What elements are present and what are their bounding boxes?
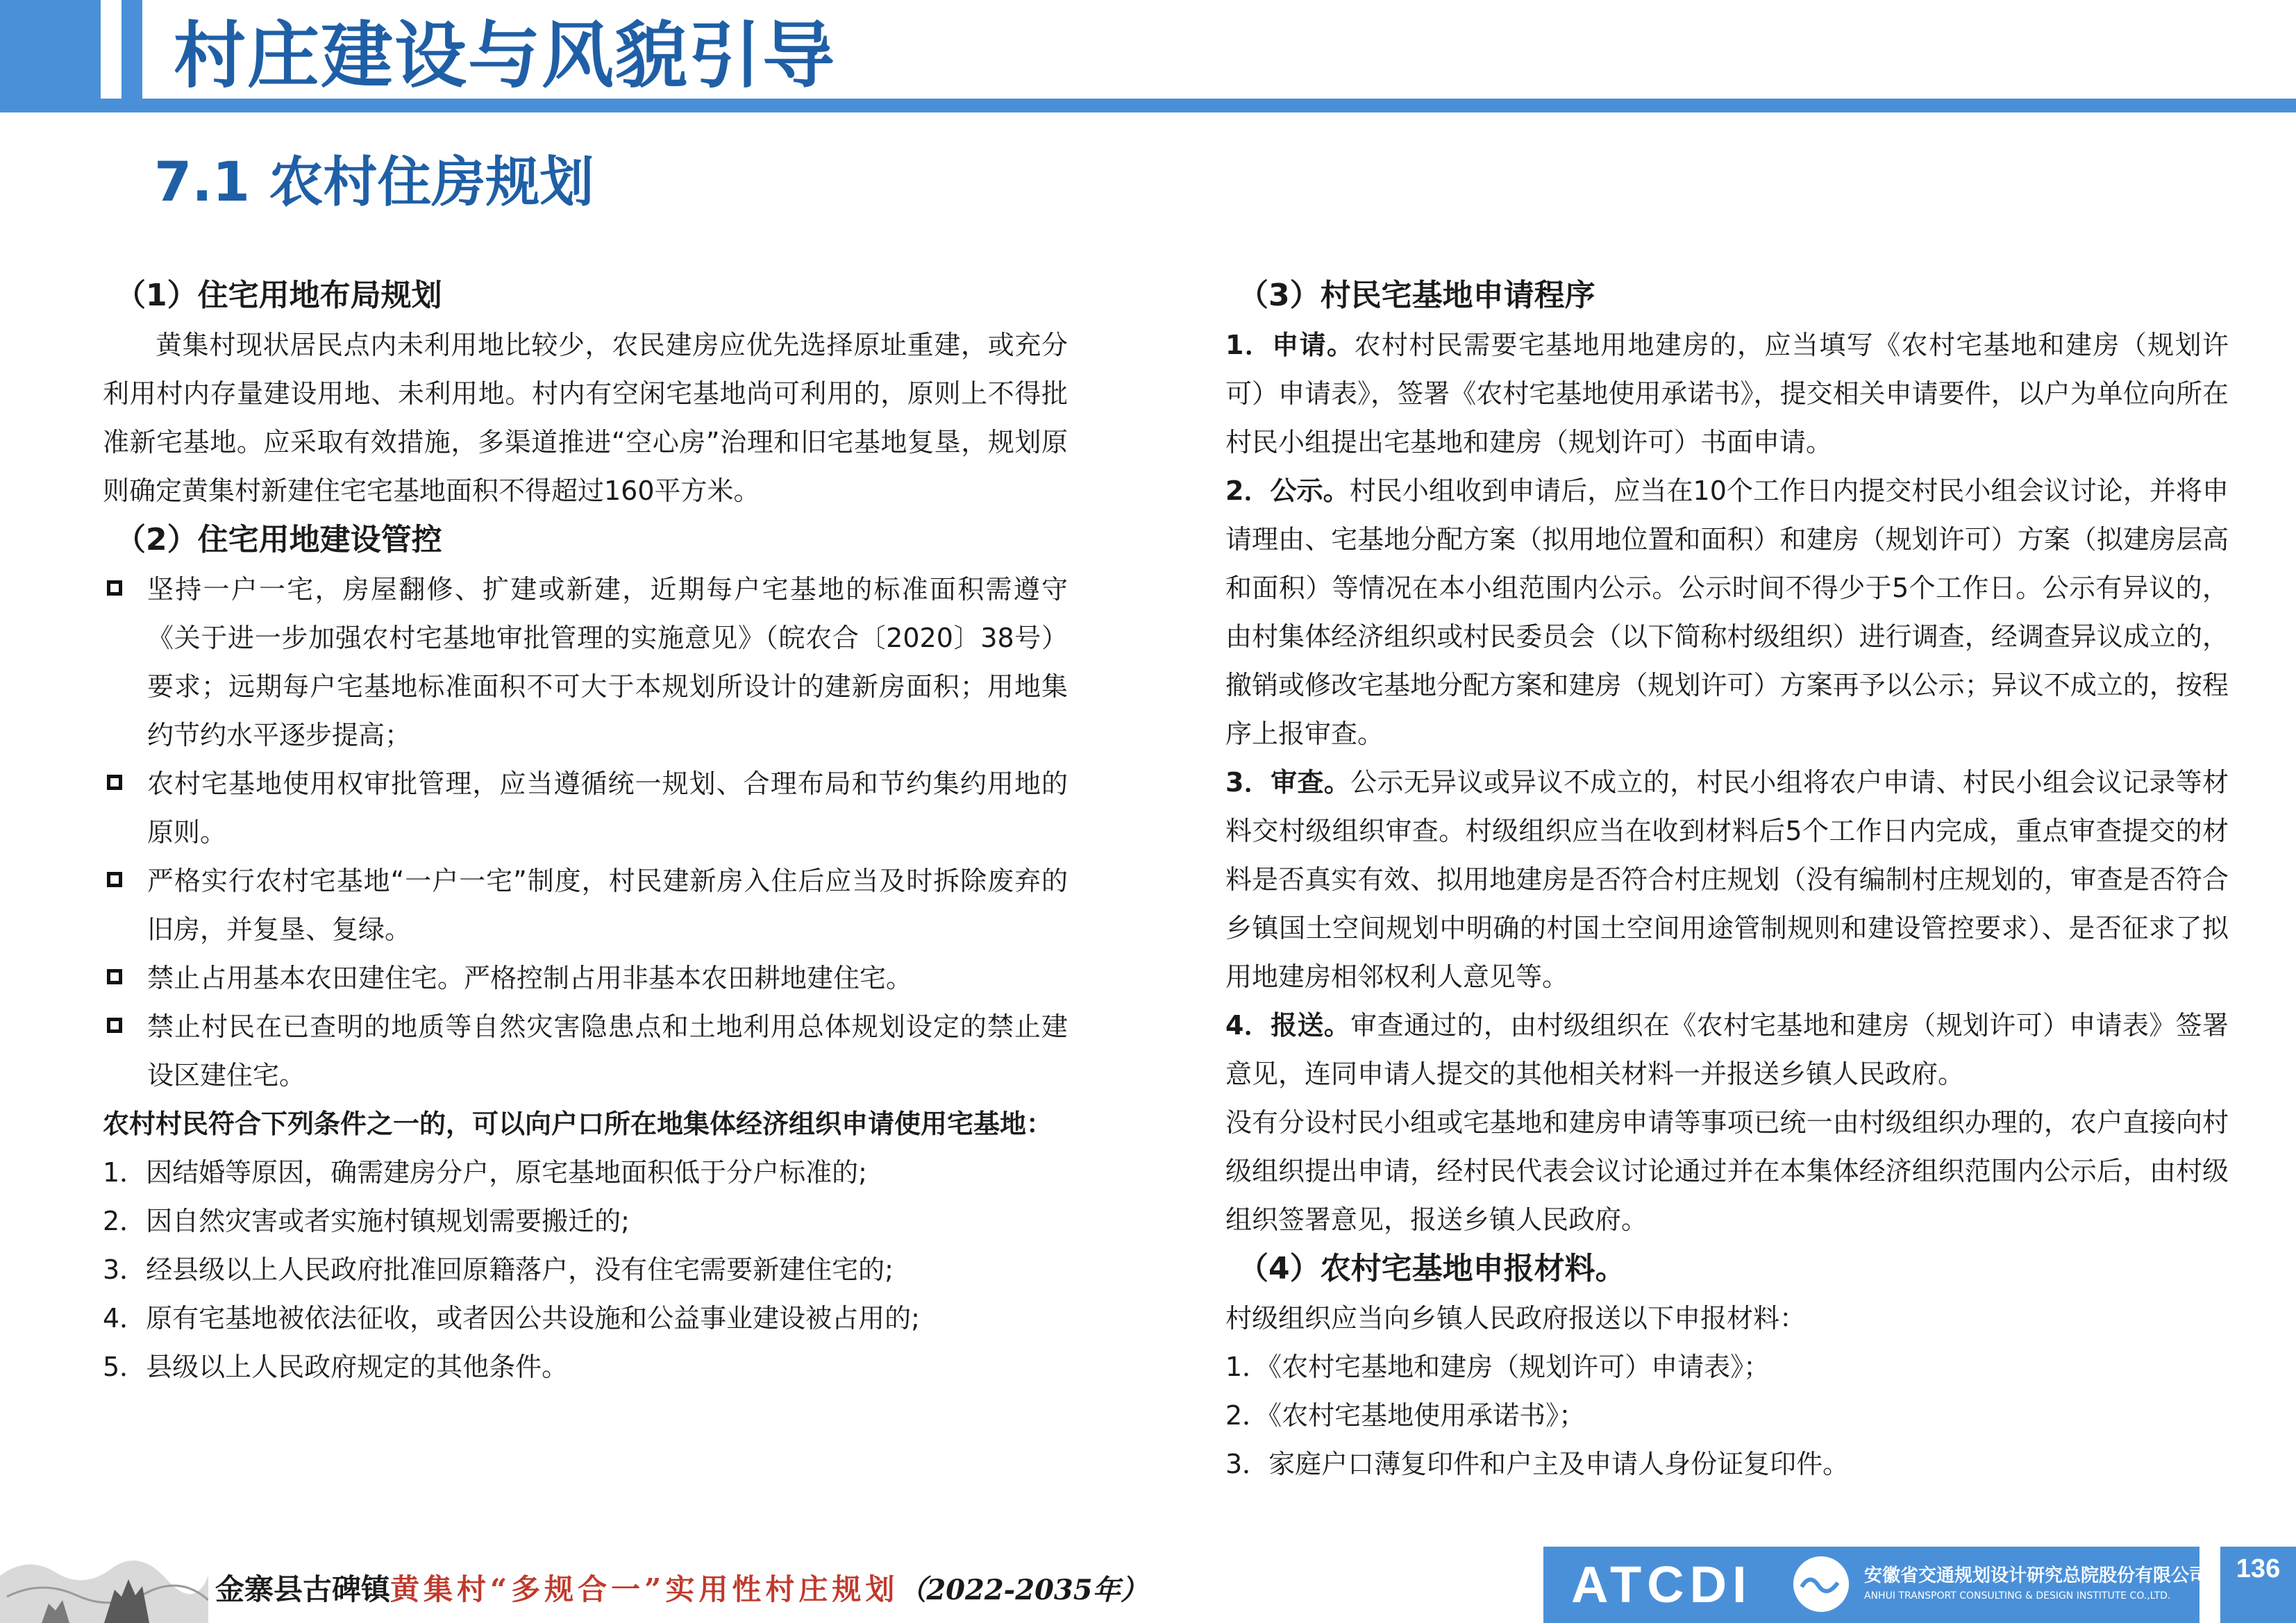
condition-item: 3．经县级以上人民政府批准回原籍落户，没有住宅需要新建住宅的; xyxy=(103,1254,894,1285)
step-text: 农村村民需要宅基地用地建房的，应当填写《农村宅基地和建房（规划许可）申请表》，签署《农村宅基地使用承诺书》，提交相关申请要件，以户为单位向所在村民小组提出宅基地和建房（规划许可）书面申请。 xyxy=(1225,330,2229,457)
control-bullet xyxy=(103,565,1068,759)
checkbox-square-icon xyxy=(107,872,122,887)
header-accent-stripe xyxy=(121,0,142,99)
bullet-text: 农村宅基地使用权审批管理，应当遵循统一规划、合理布局和节约集约用地的原则。 xyxy=(147,768,1068,848)
condition-item: 5．县级以上人民政府规定的其他条件。 xyxy=(103,1352,569,1382)
atcdi-logo-icon: ATCDI xyxy=(1571,1556,1752,1613)
material-item: 2．《农村宅基地使用承诺书》； xyxy=(1225,1400,1586,1431)
company-logo-band xyxy=(1543,1547,2208,1623)
procedure-step xyxy=(1225,466,2229,758)
page-title: 村庄建设与风貌引导 xyxy=(174,13,837,98)
bullet-text: 严格实行农村宅基地“一户一宅”制度，村民建新房入住后应当及时拆除废弃的旧房，并复垦、复绿。 xyxy=(147,866,1068,945)
material-item: 1．《农村宅基地和建房（规划许可）申请表》； xyxy=(1225,1352,1770,1382)
subsection-title-control: （2）住宅用地建设管控 xyxy=(115,522,442,557)
section-title: 7.1 农村住房规划 xyxy=(154,151,594,214)
step-text: 公示无异议或异议不成立的，村民小组将农户申请、村民小组会议记录等材料交村级组织审查。村级组织应当在收到材料后5个工作日内完成，重点审查提交的材料是否真实有效、拟用地建房是否符合村庄规划（没有编制村庄规划的，审查是否符合乡镇国土空间规划中明确的村国土空间用途管制规则和建设管控要求）、是否征求了拟用地建房相邻权利人意见等。 xyxy=(1225,767,2229,992)
subsection-title-layout: （1）住宅用地布局规划 xyxy=(115,278,442,313)
page-number: 136 xyxy=(2220,1547,2296,1623)
conditions-title: 农村村民符合下列条件之一的，可以向户口所在地集体经济组织申请使用宅基地： xyxy=(103,1109,1053,1139)
header-gap xyxy=(101,0,121,99)
company-name-cn: 安徽省交通规划设计研究总院股份有限公司 xyxy=(1864,1565,2208,1586)
footer-plan: 黄集村“多规合一”实用性村庄规划 xyxy=(390,1572,899,1606)
company-emblem-icon xyxy=(1793,1556,1849,1612)
right-column xyxy=(1225,271,2229,1488)
step-text: 审查通过的，由村级组织在《农村宅基地和建房（规划许可）申请表》签署意见，连同申请人提交的其他相关材料一并报送乡镇人民政府。 xyxy=(1225,1010,2229,1089)
step-label: 4．报送。 xyxy=(1225,1010,1351,1041)
control-bullet xyxy=(103,954,1068,1002)
step-text: 村民小组收到申请后，应当在10个工作日内提交村民小组会议讨论，并将申请理由、宅基地分配方案（拟用地位置和面积）和建房（规划许可）方案（拟建房层高和面积）等情况在本小组范围内公示。公示时间不得少于5个工作日。公示有异议的，由村集体经济组织或村民委员会（以下简称村级组织）进行调查，经调查异议成立的，撤销或修改宅基地分配方案和建房（规划许可）方案再予以公示；异议不成立的，按程序上报审查。 xyxy=(1225,476,2229,749)
bullet-text: 禁止占用基本农田建住宅。严格控制占用非基本农田耕地建住宅。 xyxy=(147,963,913,993)
subsection-title-materials: （4）农村宅基地申报材料。 xyxy=(1238,1251,1626,1286)
header-accent-block xyxy=(0,0,101,99)
company-name-en: ANHUI TRANSPORT CONSULTING & DESIGN INSTITUTE CO.,LTD. xyxy=(1864,1590,2171,1601)
ink-landscape-icon xyxy=(0,1513,208,1623)
footer-years: （2022-2035年） xyxy=(898,1574,1148,1606)
bullet-text: 禁止村民在已查明的地质等自然灾害隐患点和土地利用总体规划设定的禁止建设区建住宅。 xyxy=(147,1011,1068,1091)
procedure-step xyxy=(1225,1001,2229,1098)
condition-item: 1．因结婚等原因，确需建房分户，原宅基地面积低于分户标准的; xyxy=(103,1157,867,1188)
footer-plan-title xyxy=(215,1569,1148,1611)
left-column xyxy=(103,271,1068,1391)
step-label: 3．审查。 xyxy=(1225,767,1351,798)
condition-item: 2．因自然灾害或者实施村镇规划需要搬迁的; xyxy=(103,1206,630,1236)
procedure-step xyxy=(1225,758,2229,1001)
materials-intro: 村级组织应当向乡镇人民政府报送以下申报材料： xyxy=(1225,1303,1807,1334)
control-bullet xyxy=(103,1002,1068,1100)
subsection-title-procedure: （3）村民宅基地申请程序 xyxy=(1238,278,1595,313)
procedure-note: 没有分设村民小组或宅基地和建房申请等事项已统一由村级组织办理的，农户直接向村级组织提出申请，经村民代表会议讨论通过并在本集体经济组织范围内公示后，由村级组织签署意见，报送乡镇人民政府。 xyxy=(1225,1107,2229,1235)
step-label: 1．申请。 xyxy=(1225,330,1355,360)
checkbox-square-icon xyxy=(107,580,122,596)
checkbox-square-icon xyxy=(107,775,122,790)
checkbox-square-icon xyxy=(107,969,122,984)
step-label: 2．公示。 xyxy=(1225,476,1350,506)
header-rule xyxy=(0,99,2296,112)
procedure-step xyxy=(1225,321,2229,466)
layout-paragraph: 黄集村现状居民点内未利用地比较少，农民建房应优先选择原址重建，或充分利用村内存量建设用地、未利用地。村内有空闲宅基地尚可利用的，原则上不得批准新宅基地。应采取有效措施，多渠道推进“空心房”治理和旧宅基地复垦，规划原则确定黄集村新建住宅宅基地面积不得超过160平方米。 xyxy=(103,330,1068,506)
control-bullet xyxy=(103,759,1068,857)
control-bullet xyxy=(103,857,1068,954)
condition-item: 4．原有宅基地被依法征收，或者因公共设施和公益事业建设被占用的; xyxy=(103,1303,920,1334)
material-item: 3．家庭户口薄复印件和户主及申请人身份证复印件。 xyxy=(1225,1449,1850,1479)
checkbox-square-icon xyxy=(107,1018,122,1033)
bullet-text: 坚持一户一宅，房屋翻修、扩建或新建，近期每户宅基地的标准面积需遵守《关于进一步加强农村宅基地审批管理的实施意见》（皖农合〔2020〕38号）要求；远期每户宅基地标准面积不可大于本规划所设计的建新房面积；用地集约节约水平逐步提高； xyxy=(147,574,1068,750)
footer-county: 金寨县古碑镇 xyxy=(215,1572,391,1606)
